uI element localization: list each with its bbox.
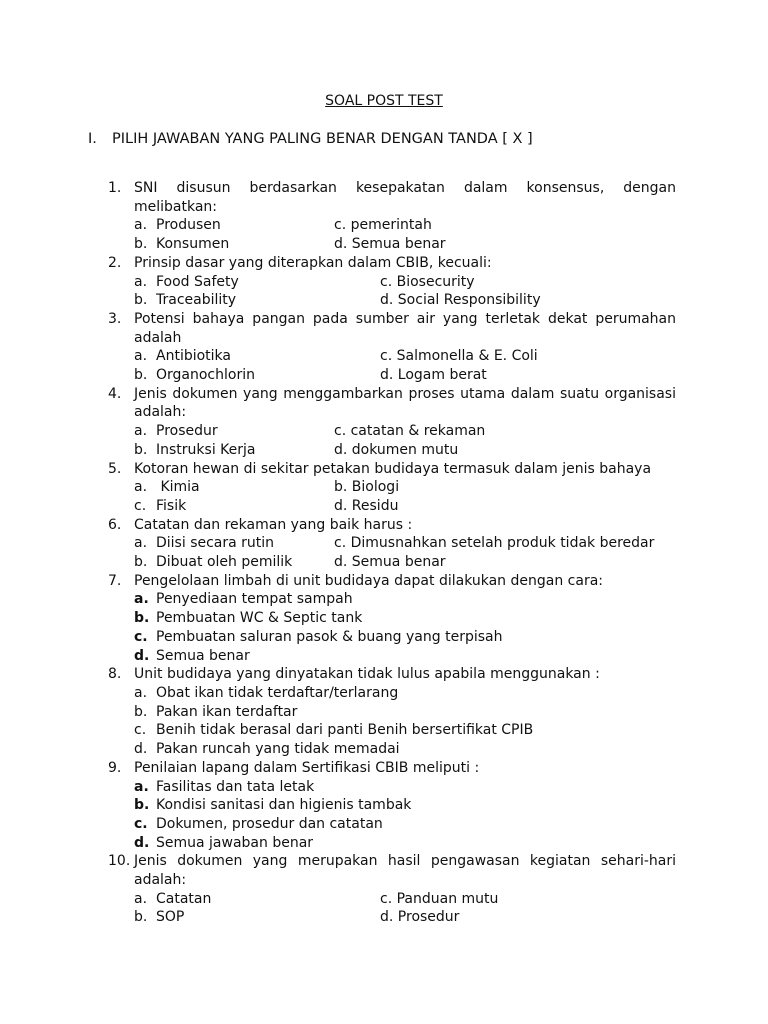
option-d[interactable] (380, 366, 487, 385)
option-a[interactable] (134, 890, 380, 909)
question-text: Catatan dan rekaman yang baik harus : (134, 516, 413, 533)
option-c[interactable] (134, 815, 383, 834)
question-number: 5. (108, 460, 122, 477)
option-text: Organochlorin (156, 367, 255, 384)
option-letter: a. (134, 778, 149, 795)
option-letter: b. (134, 610, 150, 627)
option-b[interactable] (134, 235, 334, 254)
option-letter: d. (380, 292, 394, 309)
option-letter: c. (334, 535, 347, 552)
option-b[interactable] (134, 609, 362, 628)
option-text: Semua benar (351, 236, 446, 253)
question-number: 6. (108, 516, 122, 533)
option-letter: c. (380, 273, 393, 290)
option-letter: b. (334, 479, 348, 496)
option-c[interactable] (334, 478, 399, 497)
option-text: Residu (351, 497, 399, 514)
option-letter: c. (134, 722, 147, 739)
option-text: pemerintah (350, 217, 432, 234)
option-a[interactable] (134, 422, 334, 441)
option-d[interactable] (334, 497, 398, 516)
question-number: 8. (108, 666, 122, 683)
question-text-continued: adalah: (134, 404, 187, 421)
option-b[interactable] (134, 291, 380, 310)
question-text: Jenis dokumen yang merupakan hasil pengawasan kegiatan sehari-hari adalah: (134, 853, 676, 889)
option-a[interactable] (134, 684, 398, 703)
question-number: 7. (108, 572, 122, 589)
option-d[interactable] (380, 291, 541, 310)
option-c[interactable] (380, 273, 475, 292)
option-letter: d. (380, 909, 394, 926)
option-b[interactable] (134, 796, 411, 815)
option-a[interactable] (134, 216, 334, 235)
option-letter: c. (334, 217, 347, 234)
option-text: Instruksi Kerja (156, 441, 256, 458)
question-4 (108, 385, 676, 460)
option-text: Traceability (156, 292, 237, 309)
option-letter: d. (334, 497, 348, 514)
option-text: Salmonella & E. Coli (396, 348, 538, 365)
option-a[interactable] (134, 273, 380, 292)
option-c[interactable] (134, 628, 502, 647)
option-a[interactable] (134, 347, 380, 366)
option-letter: a. (134, 273, 148, 290)
option-c[interactable] (134, 721, 533, 740)
question-text: Penilaian lapang dalam Sertifikasi CBIB meliputi : (134, 759, 480, 776)
option-text: Biosecurity (396, 273, 475, 290)
option-b[interactable] (134, 497, 334, 516)
option-a[interactable] (134, 478, 334, 497)
option-text: dokumen mutu (351, 441, 459, 458)
question-1 (108, 179, 676, 254)
option-c[interactable] (334, 534, 654, 553)
section-number: I. (88, 131, 97, 147)
option-text: SOP (156, 909, 185, 926)
option-text: Fasilitas dan tata letak (156, 778, 315, 795)
option-c[interactable] (380, 890, 498, 909)
option-letter: d. (134, 741, 148, 758)
option-letter: d. (334, 236, 348, 253)
option-c[interactable] (334, 422, 485, 441)
option-text: Pembuatan saluran pasok & buang yang terpisah (156, 628, 503, 645)
option-text: Konsumen (156, 236, 230, 253)
option-text: Dokumen, prosedur dan catatan (156, 815, 383, 832)
question-text: Pengelolaan limbah di unit budidaya dapat dilakukan dengan cara: (134, 572, 603, 589)
option-d[interactable] (334, 553, 446, 572)
option-letter: c. (380, 348, 393, 365)
question-text: Jenis dokumen yang menggambarkan proses utama dalam suatu organisasi (134, 385, 676, 402)
option-c[interactable] (380, 347, 538, 366)
question-number: 1. (108, 180, 122, 196)
option-letter: a. (134, 684, 148, 701)
question-6 (108, 516, 676, 572)
question-8 (108, 665, 676, 759)
option-b[interactable] (134, 908, 380, 927)
question-7 (108, 572, 676, 666)
option-text: Penyediaan tempat sampah (156, 591, 353, 608)
option-text: Prosedur (156, 423, 218, 440)
option-text: Social Responsibility (397, 292, 541, 309)
option-text: Diisi secara rutin (156, 535, 275, 552)
option-letter: b. (134, 703, 148, 720)
option-letter: c. (380, 890, 393, 907)
option-text: Produsen (156, 217, 221, 234)
option-letter: d. (380, 367, 394, 384)
option-b[interactable] (134, 366, 380, 385)
option-text: Catatan (156, 890, 212, 907)
option-text: Panduan mutu (396, 890, 499, 907)
option-text: Fisik (156, 497, 187, 514)
option-text: catatan & rekaman (350, 423, 486, 440)
option-d[interactable] (380, 908, 459, 927)
option-text: Prosedur (397, 909, 460, 926)
option-text: Biologi (351, 479, 400, 496)
option-letter: a. (134, 423, 148, 440)
question-3 (108, 310, 676, 385)
option-letter: b. (134, 909, 148, 926)
question-2 (108, 254, 676, 310)
option-letter: d. (334, 441, 348, 458)
option-text: Kondisi sanitasi dan higienis tambak (156, 797, 412, 814)
option-letter: b. (134, 367, 148, 384)
option-a[interactable] (134, 534, 334, 553)
option-a[interactable] (134, 778, 314, 797)
question-text: SNI disusun berdasarkan kesepakatan dalam konsensus, dengan melibatkan: (134, 180, 676, 215)
option-d[interactable] (134, 834, 313, 853)
question-number: 9. (108, 759, 122, 776)
option-letter: c. (134, 815, 148, 832)
option-d[interactable] (334, 235, 446, 254)
option-letter: a. (134, 591, 149, 608)
question-list (108, 179, 676, 927)
option-b[interactable] (134, 441, 334, 460)
option-letter: c. (334, 423, 347, 440)
question-text: Unit budidaya yang dinyatakan tidak lulus apabila menggunakan : (134, 666, 600, 683)
option-text: Food Safety (156, 273, 239, 290)
option-letter: b. (134, 292, 148, 309)
option-letter: a. (134, 348, 148, 365)
option-text: Pakan runcah yang tidak memadai (156, 741, 400, 758)
option-d[interactable] (334, 441, 458, 460)
option-letter: b. (134, 797, 150, 814)
option-letter: a. (134, 535, 148, 552)
question-5 (108, 460, 676, 516)
option-b[interactable] (134, 553, 334, 572)
question-text: Potensi bahaya pangan pada sumber air yang terletak dekat perumahan adalah (134, 310, 676, 346)
option-text: Pakan ikan terdaftar (156, 703, 298, 720)
option-c[interactable] (334, 216, 432, 235)
question-number: 4. (108, 385, 122, 402)
option-text: Benih tidak berasal dari panti Benih bersertifikat CPIB (156, 722, 534, 739)
option-letter: a. (134, 217, 148, 234)
option-text: Semua jawaban benar (156, 834, 314, 851)
option-letter: b. (134, 236, 148, 253)
option-letter: d. (134, 834, 150, 851)
option-text: Semua benar (351, 554, 446, 571)
option-text: Antibiotika (156, 348, 231, 365)
option-letter: a. (134, 479, 148, 496)
question-number: 3. (108, 310, 122, 327)
option-letter: d. (334, 554, 348, 571)
option-letter: a. (134, 890, 148, 907)
option-letter: b. (134, 441, 148, 458)
question-number: 2. (108, 254, 122, 271)
option-d[interactable] (134, 647, 250, 666)
page-title: SOAL POST TEST (325, 93, 443, 109)
option-a[interactable] (134, 590, 353, 609)
question-text: Prinsip dasar yang diterapkan dalam CBIB, kecuali: (134, 254, 492, 271)
option-text: Semua benar (156, 647, 250, 664)
section-text: PILIH JAWABAN YANG PALING BENAR DENGAN TANDA [ X ] (112, 131, 533, 147)
question-9 (108, 759, 676, 853)
option-d[interactable] (134, 740, 400, 759)
section-heading (88, 131, 533, 147)
option-text: Kimia (156, 479, 200, 496)
option-text: Dimusnahkan setelah produk tidak beredar (350, 535, 655, 552)
option-letter: d. (134, 647, 150, 664)
option-letter: b. (134, 554, 148, 571)
option-text: Obat ikan tidak terdaftar/terlarang (156, 684, 399, 701)
option-text: Dibuat oleh pemilik (156, 554, 293, 571)
question-text: Kotoran hewan di sekitar petakan budidaya termasuk dalam jenis bahaya (134, 460, 652, 477)
option-text: Logam berat (397, 367, 487, 384)
question-number: 10. (108, 853, 131, 870)
option-letter: c. (134, 628, 148, 645)
option-text: Pembuatan WC & Septic tank (156, 610, 363, 627)
option-b[interactable] (134, 703, 297, 722)
option-letter: c. (134, 497, 147, 514)
question-10 (108, 852, 676, 927)
